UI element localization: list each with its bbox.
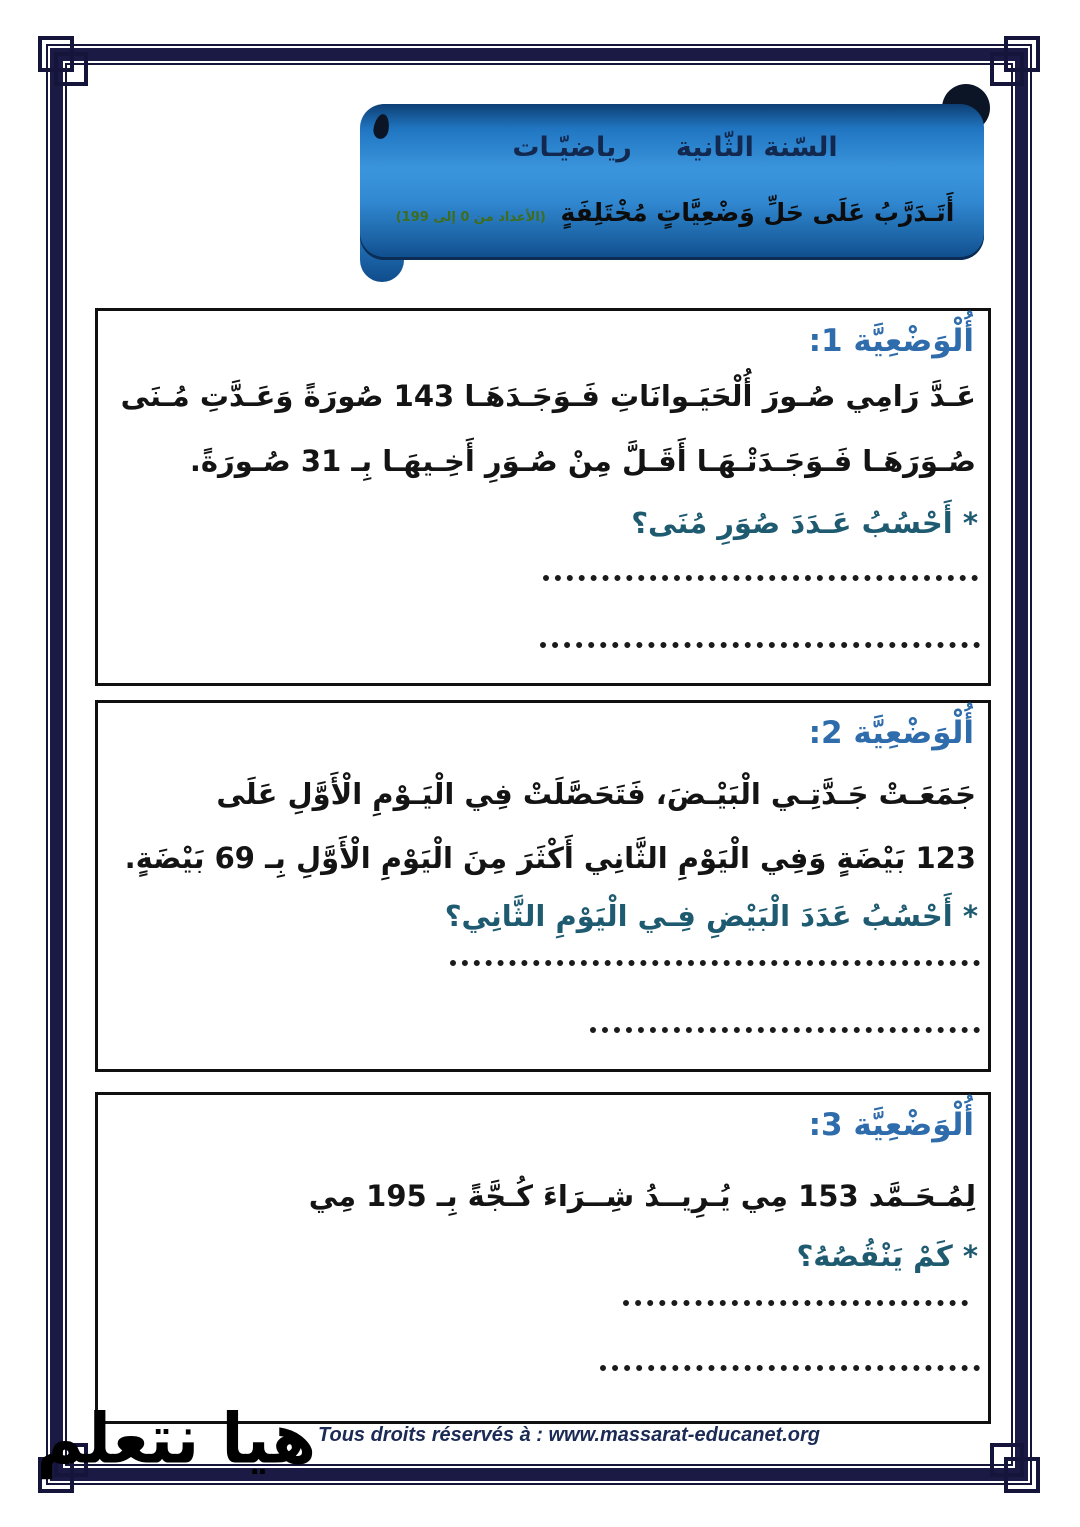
number-range-note: (الأعداد من 0 إلى 199)	[395, 210, 546, 225]
section-title: أُلْوَضْعِيَّة 3:	[808, 1107, 974, 1143]
grade-label: السّنة الثّانية	[675, 132, 838, 163]
header-banner	[360, 96, 990, 270]
copyright-text: Tous droits réservés à : www.massarat-educanet.org	[318, 1424, 821, 1446]
problem-text-line: لِمُـحَـمَّد 153 مِي يُـرِيــدُ شِــرَاءَ كُـجَّةً بِـ 195 مِي	[308, 1179, 976, 1213]
banner-grade-subject	[360, 132, 990, 163]
answer-line	[450, 960, 980, 966]
worksheet-title: أَتَـدَرَّبُ عَلَى حَلِّ وَضْعِيَّاتٍ مُخْتَلِفَةٍ	[560, 198, 955, 227]
problem-box-1	[95, 308, 991, 686]
problem-box-2	[95, 700, 991, 1072]
answer-line	[600, 1365, 980, 1371]
problem-text-line: جَمَعَـتْ جَـدَّتِـي الْبَيْـضَ، فَتَحَصَّلَتْ فِي الْيَـوْمِ الْأَوَّلِ عَلَى	[216, 777, 976, 811]
banner-background	[360, 104, 984, 260]
publisher-logo-calligraphy: هيا نتعلم	[36, 1400, 316, 1480]
answer-line	[540, 642, 980, 648]
answer-line	[590, 1027, 980, 1033]
problem-text-line: عَـدَّ رَامِي صُـورَ أُلْحَيَـوانَاتِ فَـوَجَـدَهَـا 143 صُورَةً وَعَـدَّتِ مُـنَى	[120, 379, 976, 413]
section-title: أُلْوَضْعِيَّة 2:	[808, 715, 974, 751]
frame-corner-ornament	[38, 36, 74, 72]
problem-question: * كَمْ يَنْقُصُهُ؟	[796, 1239, 978, 1273]
problem-box-3	[95, 1092, 991, 1424]
problem-question: * أَحْسُبُ عَدَدَ الْبَيْضِ فِـي الْيَوْمِ الثَّانِي؟	[444, 899, 978, 933]
banner-title-line	[360, 198, 990, 227]
frame-corner-ornament	[1004, 36, 1040, 72]
section-title: أُلْوَضْعِيَّة 1:	[808, 323, 974, 359]
answer-line	[543, 575, 978, 581]
problem-text-line: صُـوَرَهَـا فَـوَجَـدَتْـهَـا أَقَـلَّ مِنْ صُـوَرِ أَخِـيهَـا بِـ 31 صُـورَةً.	[189, 444, 976, 478]
answer-line	[623, 1300, 968, 1306]
problem-text-line: 123 بَيْضَةٍ وَفِي الْيَوْمِ الثَّانِي أَكْثَرَ مِنَ الْيَوْمِ الْأَوَّلِ بِـ 69 بَيْضَةٍ.	[124, 841, 976, 875]
problem-question: * أَحْسُبُ عَـدَدَ صُوَرِ مُنَى؟	[631, 506, 978, 540]
frame-corner-ornament	[1004, 1457, 1040, 1493]
subject-label: رياضيّـات	[512, 132, 632, 163]
